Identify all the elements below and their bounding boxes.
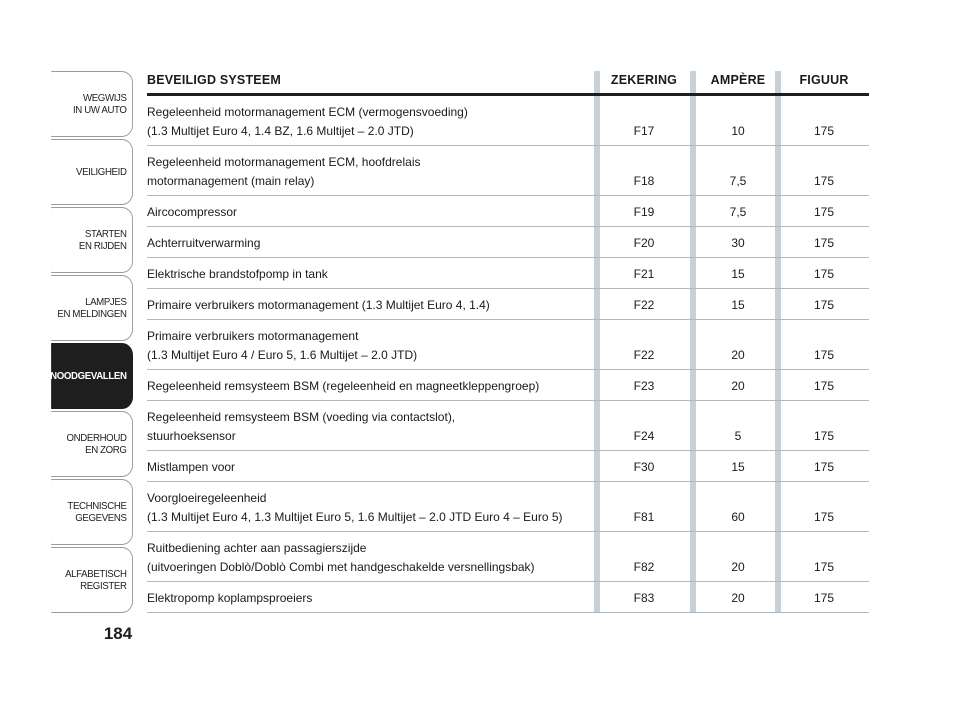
ampere-value: 20 bbox=[731, 591, 745, 605]
tab-starten[interactable] bbox=[51, 207, 133, 273]
tab-label: EN ZORG bbox=[85, 444, 127, 456]
fuse-value: F22 bbox=[633, 298, 655, 312]
figure-value: 175 bbox=[813, 429, 835, 443]
row-description bbox=[147, 296, 597, 315]
ampere-value: 20 bbox=[731, 348, 745, 362]
tab-label: NOODGEVALLEN bbox=[50, 370, 127, 382]
tab-wegwijs[interactable] bbox=[51, 71, 133, 137]
ampere-value: 7,5 bbox=[729, 205, 747, 219]
fuse-value: F81 bbox=[633, 510, 655, 524]
fuse-value: F19 bbox=[633, 205, 655, 219]
header-figure: FIGUUR bbox=[799, 73, 849, 87]
tab-label: EN MELDINGEN bbox=[57, 308, 127, 320]
header-system: BEVEILIGD SYSTEEM bbox=[147, 73, 281, 87]
table-header bbox=[147, 71, 869, 96]
tab-label: STARTEN bbox=[84, 228, 127, 240]
table-row bbox=[147, 146, 869, 196]
fuse-table bbox=[147, 96, 869, 613]
ampere-value: 15 bbox=[731, 298, 745, 312]
tab-technische[interactable] bbox=[51, 479, 133, 545]
ampere-value: 15 bbox=[731, 460, 745, 474]
fuse-value: F22 bbox=[633, 348, 655, 362]
table-row bbox=[147, 482, 869, 532]
description-line: Regeleenheid remsysteem BSM (regeleenheid en magneetkleppengroep) bbox=[147, 379, 540, 393]
figure-value: 175 bbox=[813, 560, 835, 574]
header-ampere: AMPÈRE bbox=[710, 73, 766, 87]
figure-value: 175 bbox=[813, 379, 835, 393]
table-row bbox=[147, 320, 869, 370]
description-line: Achterruitverwarming bbox=[147, 236, 261, 250]
figure-value: 175 bbox=[813, 510, 835, 524]
row-description bbox=[147, 539, 597, 577]
tab-veiligheid[interactable] bbox=[51, 139, 133, 205]
description-line: Regeleenheid remsysteem BSM (voeding via contactslot), bbox=[147, 410, 456, 424]
fuse-value: F24 bbox=[633, 429, 655, 443]
chapter-tabs bbox=[44, 71, 133, 615]
table-row bbox=[147, 96, 869, 146]
tab-onderhoud[interactable] bbox=[51, 411, 133, 477]
tab-label: WEGWIJS bbox=[82, 92, 127, 104]
row-description bbox=[147, 234, 597, 253]
table-row bbox=[147, 401, 869, 451]
row-description bbox=[147, 377, 597, 396]
page-number: 184 bbox=[103, 624, 133, 643]
fuse-value: F30 bbox=[633, 460, 655, 474]
description-line: Aircocompressor bbox=[147, 205, 238, 219]
figure-value: 175 bbox=[813, 298, 835, 312]
row-description bbox=[147, 103, 597, 141]
table-row bbox=[147, 582, 869, 613]
fuse-value: F23 bbox=[633, 379, 655, 393]
figure-value: 175 bbox=[813, 267, 835, 281]
description-line: stuurhoeksensor bbox=[147, 429, 236, 443]
table-row bbox=[147, 196, 869, 227]
row-description bbox=[147, 327, 597, 365]
figure-value: 175 bbox=[813, 460, 835, 474]
ampere-value: 7,5 bbox=[729, 174, 747, 188]
ampere-value: 20 bbox=[731, 560, 745, 574]
row-description bbox=[147, 589, 597, 608]
fuse-value: F83 bbox=[633, 591, 655, 605]
figure-value: 175 bbox=[813, 174, 835, 188]
table-row bbox=[147, 370, 869, 401]
tab-noodgevallen[interactable] bbox=[51, 343, 133, 409]
ampere-value: 20 bbox=[731, 379, 745, 393]
figure-value: 175 bbox=[813, 236, 835, 250]
fuse-value: F82 bbox=[633, 560, 655, 574]
description-line: (1.3 Multijet Euro 4, 1.4 BZ, 1.6 Multijet – 2.0 JTD) bbox=[147, 124, 414, 138]
row-description bbox=[147, 203, 597, 222]
row-description bbox=[147, 153, 597, 191]
tab-label: IN UW AUTO bbox=[72, 104, 127, 116]
row-description bbox=[147, 408, 597, 446]
description-line: Primaire verbruikers motormanagement (1.3 Multijet Euro 4, 1.4) bbox=[147, 298, 490, 312]
tab-label: ALFABETISCH bbox=[65, 568, 127, 580]
figure-value: 175 bbox=[813, 591, 835, 605]
tab-label: EN RIJDEN bbox=[78, 240, 127, 252]
description-line: Mistlampen voor bbox=[147, 460, 236, 474]
description-line: (1.3 Multijet Euro 4, 1.3 Multijet Euro 5, 1.6 Multijet – 2.0 JTD Euro 4 – Euro 5) bbox=[147, 510, 563, 524]
description-line: Regeleenheid motormanagement ECM (vermogensvoeding) bbox=[147, 105, 468, 119]
ampere-value: 10 bbox=[731, 124, 745, 138]
ampere-value: 5 bbox=[734, 429, 742, 443]
ampere-value: 30 bbox=[731, 236, 745, 250]
table-row bbox=[147, 227, 869, 258]
fuse-value: F18 bbox=[633, 174, 655, 188]
table-row bbox=[147, 451, 869, 482]
fuse-value: F21 bbox=[633, 267, 655, 281]
ampere-value: 15 bbox=[731, 267, 745, 281]
description-line: Voorgloeiregeleenheid bbox=[147, 491, 267, 505]
table-row bbox=[147, 258, 869, 289]
tab-label: TECHNISCHE bbox=[67, 500, 127, 512]
description-line: Elektrische brandstofpomp in tank bbox=[147, 267, 328, 281]
figure-value: 175 bbox=[813, 348, 835, 362]
tab-alfabetisch[interactable] bbox=[51, 547, 133, 613]
description-line: Primaire verbruikers motormanagement bbox=[147, 329, 359, 343]
row-description bbox=[147, 489, 597, 527]
tab-label: ONDERHOUD bbox=[66, 432, 127, 444]
figure-value: 175 bbox=[813, 124, 835, 138]
figure-value: 175 bbox=[813, 205, 835, 219]
description-line: motormanagement (main relay) bbox=[147, 174, 315, 188]
description-line: (uitvoeringen Doblò/Doblò Combi met handgeschakelde versnellingsbak) bbox=[147, 560, 535, 574]
tab-label: GEGEVENS bbox=[75, 512, 127, 524]
table-row bbox=[147, 532, 869, 582]
row-description bbox=[147, 458, 597, 477]
tab-label: LAMPJES bbox=[85, 296, 127, 308]
row-description bbox=[147, 265, 597, 284]
description-line: Ruitbediening achter aan passagierszijde bbox=[147, 541, 367, 555]
ampere-value: 60 bbox=[731, 510, 745, 524]
header-fuse: ZEKERING bbox=[610, 73, 678, 87]
tab-lampjes[interactable] bbox=[51, 275, 133, 341]
fuse-value: F20 bbox=[633, 236, 655, 250]
description-line: Regeleenheid motormanagement ECM, hoofdrelais bbox=[147, 155, 421, 169]
tab-label: REGISTER bbox=[80, 580, 127, 592]
description-line: (1.3 Multijet Euro 4 / Euro 5, 1.6 Multijet – 2.0 JTD) bbox=[147, 348, 418, 362]
tab-label: VEILIGHEID bbox=[76, 166, 127, 178]
description-line: Elektropomp koplampsproeiers bbox=[147, 591, 313, 605]
fuse-value: F17 bbox=[633, 124, 655, 138]
table-row bbox=[147, 289, 869, 320]
